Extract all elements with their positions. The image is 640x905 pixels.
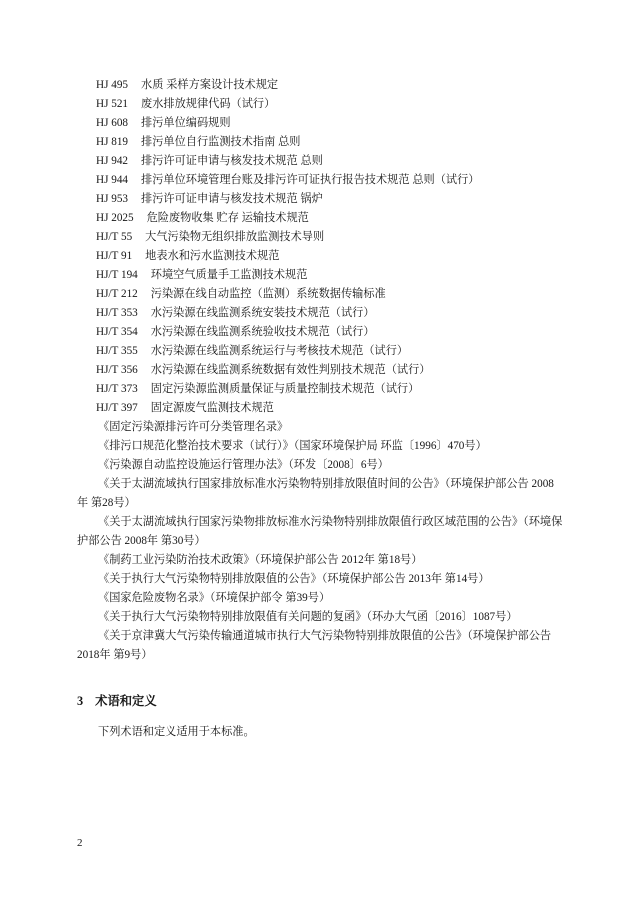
section-number: 3: [77, 694, 84, 708]
standard-item: [77, 190, 563, 209]
standard-title: 水污染源在线监测系统安装技术规范（试行）: [150, 307, 375, 319]
standard-item: [77, 152, 563, 171]
standard-item: [77, 304, 563, 323]
standard-item: [77, 76, 563, 95]
standard-code: HJ 608: [96, 117, 129, 129]
section-heading: [77, 692, 563, 711]
section-intro: 下列术语和定义适用于本标准。: [98, 726, 255, 738]
standard-item: [77, 133, 563, 152]
standard-code: HJ 495: [96, 79, 129, 91]
reference-document: 《关于太湖流域执行国家排放标准水污染物特别排放限值时间的公告》（环境保护部公告 2008年 第28号）: [77, 478, 554, 509]
standard-code: HJ/T 355: [96, 345, 138, 357]
standard-code: HJ 944: [96, 174, 129, 186]
standard-title: 固定源废气监测技术规范: [150, 402, 274, 414]
reference-document: 《关于执行大气污染物特别排放限值的公告》（环境保护部公告 2013年 第14号）: [98, 573, 490, 585]
standard-item: [77, 228, 563, 247]
standard-item: [77, 114, 563, 133]
standard-code: HJ 819: [96, 136, 129, 148]
reference-document: 《固定污染源排污许可分类管理名录》: [98, 421, 289, 433]
reference-document: 《关于执行大气污染物特别排放限值有关问题的复函》（环办大气函〔2016〕1087号）: [98, 611, 518, 623]
standard-title: 排污许可证申请与核发技术规范 锅炉: [141, 193, 323, 205]
standard-code: HJ 953: [96, 193, 129, 205]
reference-documents-list: [77, 418, 563, 665]
standard-title: 排污单位编码规则: [141, 117, 231, 129]
standard-title: 排污许可证申请与核发技术规范 总则: [141, 155, 323, 167]
reference-document: 《关于太湖流域执行国家污染物排放标准水污染物特别排放限值行政区域范围的公告》（环境保护部公告 2008年 第30号）: [77, 516, 563, 547]
standard-code: HJ/T 373: [96, 383, 138, 395]
standard-item: [77, 209, 563, 228]
standard-title: 排污单位自行监测技术指南 总则: [141, 136, 301, 148]
standard-title: 水污染源在线监测系统运行与考核技术规范（试行）: [150, 345, 409, 357]
standard-title: 固定污染源监测质量保证与质量控制技术规范（试行）: [150, 383, 420, 395]
reference-document: 《制药工业污染防治技术政策》（环境保护部公告 2012年 第18号）: [98, 554, 423, 566]
standard-title: 废水排放规律代码（试行）: [141, 98, 276, 110]
standard-item: [77, 323, 563, 342]
standard-code: HJ/T 356: [96, 364, 138, 376]
standard-item: [77, 361, 563, 380]
standard-item: [77, 380, 563, 399]
standard-title: 水污染源在线监测系统数据有效性判别技术规范（试行）: [150, 364, 431, 376]
page-number: 2: [77, 837, 83, 849]
standard-title: 环境空气质量手工监测技术规范: [150, 269, 308, 281]
standard-item: [77, 399, 563, 418]
standard-title: 污染源在线自动监控（监测）系统数据传输标准: [150, 288, 386, 300]
standards-list: [77, 76, 563, 418]
standard-code: HJ 2025: [96, 212, 134, 224]
reference-document: 《关于京津冀大气污染传输通道城市执行大气污染物特别排放限值的公告》（环境保护部公告 2018年 第9号）: [77, 630, 552, 661]
standard-code: HJ 942: [96, 155, 129, 167]
standard-title: 水质 采样方案设计技术规定: [141, 79, 279, 91]
section-title: 术语和定义: [95, 694, 157, 708]
reference-document: 《国家危险废物名录》（环境保护部令 第39号）: [98, 592, 331, 604]
standard-code: HJ/T 354: [96, 326, 138, 338]
standard-code: HJ/T 353: [96, 307, 138, 319]
standard-title: 地表水和污水监测技术规范: [145, 250, 280, 262]
standard-code: HJ/T 194: [96, 269, 138, 281]
standard-title: 大气污染物无组织排放监测技术导则: [145, 231, 325, 243]
reference-document: 《污染源自动监控设施运行管理办法》（环发〔2008〕6号）: [98, 459, 389, 471]
standard-item: [77, 342, 563, 361]
standard-title: 排污单位环境管理台账及排污许可证执行报告技术规范 总则（试行）: [141, 174, 480, 186]
standard-item: [77, 266, 563, 285]
standard-code: HJ/T 55: [96, 231, 133, 243]
standard-item: [77, 171, 563, 190]
reference-document: 《排污口规范化整治技术要求（试行）》（国家环境保护局 环监〔1996〕470号）: [98, 440, 487, 452]
standard-item: [77, 247, 563, 266]
standard-title: 危险废物收集 贮存 运输技术规范: [146, 212, 309, 224]
standard-item: [77, 285, 563, 304]
standard-code: HJ/T 397: [96, 402, 138, 414]
standard-code: HJ/T 212: [96, 288, 138, 300]
standard-code: HJ 521: [96, 98, 129, 110]
standard-item: [77, 95, 563, 114]
standard-title: 水污染源在线监测系统验收技术规范（试行）: [150, 326, 375, 338]
page-content: [77, 76, 563, 742]
standard-code: HJ/T 91: [96, 250, 133, 262]
